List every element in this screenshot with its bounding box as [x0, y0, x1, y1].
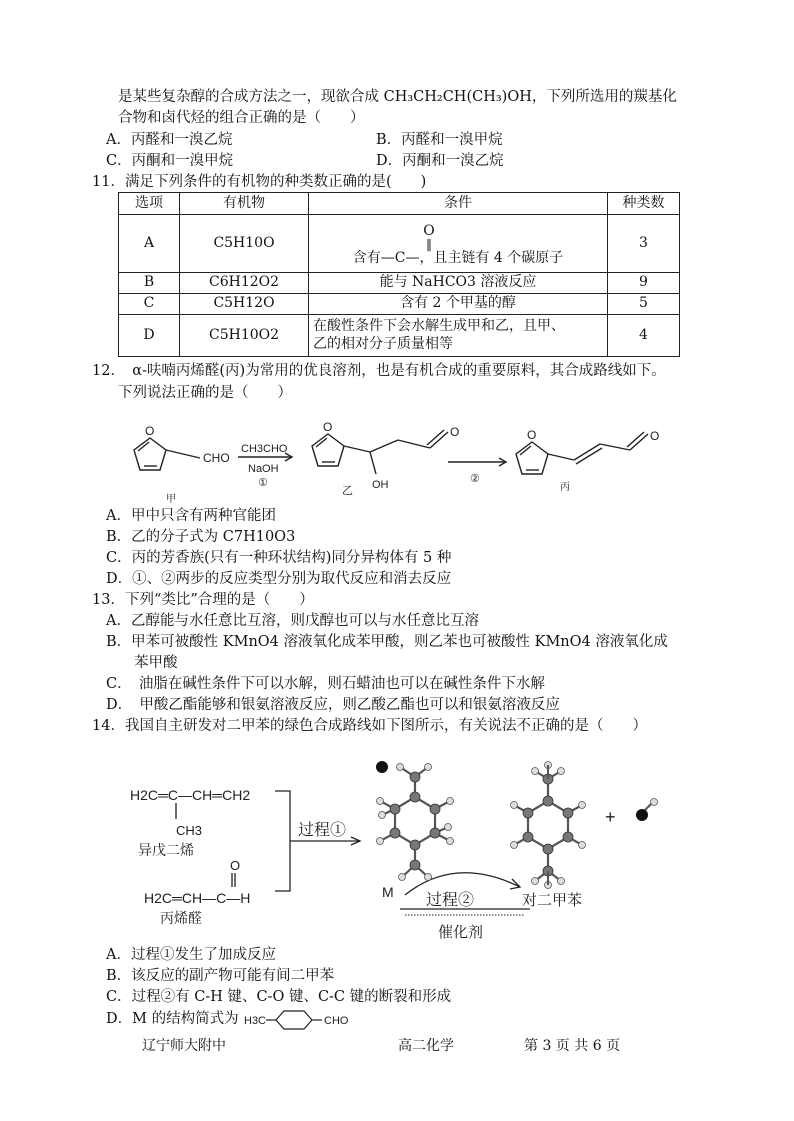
m-h3c-label: H3C — [244, 1015, 267, 1027]
table-cell: 含有 2 个甲基的醇 — [309, 294, 608, 315]
table-cell: 9 — [608, 273, 680, 294]
table-cell: B — [119, 273, 180, 294]
table-cell: C — [119, 294, 180, 315]
q14-option-a: A．过程①发生了加成反应 — [106, 947, 276, 963]
acrolein-formula: H2C═CH—C—H — [144, 890, 251, 906]
q14-option-c: C．过程②有 C-H 键、C-O 键、C-C 键的断裂和形成 — [106, 989, 452, 1005]
q12-option-c: C．丙的芳香族(只有一种环状结构)同分异构体有 5 种 — [106, 550, 452, 566]
table-header-cell: 条件 — [309, 193, 608, 215]
table-header-cell: 种类数 — [608, 193, 680, 215]
table-cell: D — [119, 315, 180, 357]
q13-option-c: C． 油脂在碱性条件下可以水解，则石蜡油也可以在碱性条件下水解 — [106, 676, 545, 692]
product-label: 对二甲苯 — [522, 892, 583, 909]
catalyst-label: 催化剂 — [438, 924, 484, 941]
q13-option-b-line2: 苯甲酸 — [134, 655, 178, 671]
table-cell: C5H10O — [180, 215, 309, 273]
table-cell: C5H10O2 — [180, 315, 309, 357]
reagent-top: CH3CHO — [241, 443, 288, 455]
q10-stem-line2: 合物和卤代烃的组合正确的是（ ） — [118, 110, 365, 126]
oxygen-atom — [376, 761, 388, 773]
carbonyl-bond: ‖ — [426, 237, 432, 252]
cho-label: CHO — [203, 451, 230, 465]
q14-option-d: D．M 的结构简式为 — [106, 1011, 239, 1027]
q14-reaction-scheme — [120, 745, 700, 940]
reagent-bottom: NaOH — [248, 463, 279, 475]
oh-label: OH — [372, 479, 389, 491]
q11-table — [118, 192, 680, 357]
q12-reaction-scheme — [130, 420, 690, 510]
table-cell — [309, 215, 608, 273]
q10-option-b: B．丙醛和一溴甲烷 — [376, 132, 503, 148]
table-cell: C6H12O2 — [180, 273, 309, 294]
q12-option-d: D．①、②两步的反应类型分别为取代反应和消去反应 — [106, 571, 452, 587]
table-row — [119, 315, 680, 357]
table-header-row — [119, 193, 680, 215]
q13-option-b-line1: B．甲苯可被酸性 KMnO4 溶液氧化成苯甲酸，则乙苯也可被酸性 KMnO4 溶液氧化成 — [106, 634, 668, 650]
q13-stem: 13．下列“类比”合理的是（ ） — [92, 592, 314, 608]
table-cell: A — [119, 215, 180, 273]
compound-c-label: 丙 — [560, 482, 570, 493]
plus-sign: + — [605, 807, 616, 827]
table-row — [119, 294, 680, 315]
isoprene-ch3: CH3 — [176, 823, 203, 838]
acrolein-o: O — [230, 858, 241, 873]
oxygen-label: O — [323, 420, 333, 434]
condition-line: 在酸性条件下会水解生成甲和乙，且甲、 — [313, 318, 565, 334]
q14-option-b: B．该反应的副产物可能有间二甲苯 — [106, 968, 335, 984]
q13-option-a: A．乙醇能与水任意比互溶，则戊醇也可以与水任意比互溶 — [106, 613, 479, 629]
isoprene-formula: H2C═C—CH═CH2 — [130, 787, 251, 803]
q10-option-c: C．丙酮和一溴甲烷 — [106, 153, 234, 169]
q12-stem-line2: 下列说法正确的是（ ） — [118, 385, 292, 401]
table-row — [119, 273, 680, 294]
process2-label: 过程② — [426, 892, 475, 909]
q13-option-d: D． 甲酸乙酯能够和银氨溶液反应，则乙酸乙酯也可以和银氨溶液反应 — [106, 697, 560, 713]
water-oxygen-atom — [636, 809, 648, 821]
table-cell — [309, 315, 608, 357]
compound-b-label: 乙 — [342, 485, 353, 497]
oxygen-label: O — [450, 425, 460, 439]
q12-option-b: B．乙的分子式为 C7H10O3 — [106, 529, 296, 545]
footer-school: 辽宁师大附中 — [142, 1038, 226, 1054]
condition-text: 含有—C—，且主链有 4 个碳原子 — [352, 249, 564, 266]
compound-a-label: 甲 — [166, 494, 176, 505]
q12-option-a: A．甲中只含有两种官能团 — [106, 508, 276, 524]
m-cho-label: CHO — [324, 1015, 349, 1027]
table-header-cell: 选项 — [119, 193, 180, 215]
table-cell: 5 — [608, 294, 680, 315]
q10-option-a: A．丙醛和一溴乙烷 — [106, 132, 233, 148]
q10-stem-line1: 是某些复杂醇的合成方法之一，现欲合成 CH₃CH₂CH(CH₃)OH，下列所选用的羰基化 — [118, 89, 677, 105]
table-cell: 3 — [608, 215, 680, 273]
m-structure — [244, 1008, 364, 1032]
carbonyl-o: O — [423, 222, 435, 239]
process1-label: 过程① — [298, 822, 347, 839]
q12-stem-line1: 12． α-呋喃丙烯醛(丙)为常用的优良溶剂，也是有机合成的重要原料，其合成路线如下。 — [92, 363, 666, 379]
oxygen-label: O — [527, 428, 537, 442]
q14-stem: 14．我国自主研发对二甲苯的绿色合成路线如下图所示，有关说法不正确的是（ ） — [92, 718, 647, 734]
table-row — [119, 215, 680, 273]
footer-page: 第 3 页 共 6 页 — [524, 1038, 621, 1054]
m-label: M — [382, 884, 394, 900]
oxygen-label: O — [650, 429, 660, 443]
acrolein-name: 丙烯醛 — [160, 910, 202, 926]
q10-option-d: D．丙酮和一溴乙烷 — [376, 153, 504, 169]
condition-line: 乙的相对分子质量相等 — [313, 335, 453, 352]
oxygen-label: O — [145, 424, 155, 438]
table-cell: C5H12O — [180, 294, 309, 315]
step1-label: ① — [258, 477, 268, 489]
table-header-cell: 有机物 — [180, 193, 309, 215]
isoprene-name: 异戊二烯 — [138, 842, 194, 858]
table-cell: 4 — [608, 315, 680, 357]
footer-subject: 高二化学 — [398, 1038, 454, 1054]
step2-label: ② — [470, 473, 480, 485]
q11-stem: 11．满足下列条件的有机物的种类数正确的是( ) — [92, 174, 427, 190]
table-cell: 能与 NaHCO3 溶液反应 — [309, 273, 608, 294]
